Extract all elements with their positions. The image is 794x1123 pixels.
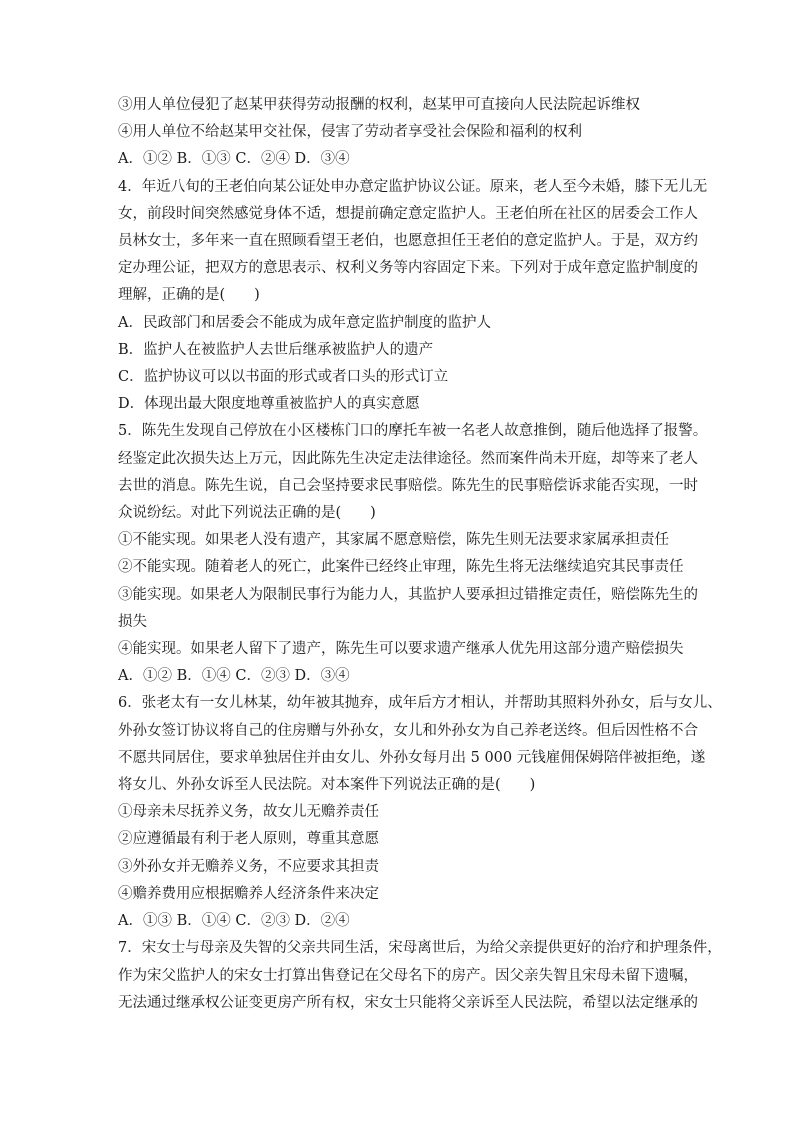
question-6-statement-2: ②应遵循最有利于老人原则，尊重其意愿 [118, 831, 379, 848]
question-5-line-3: 去世的消息。陈先生说，自己会坚持要求民事赔偿。陈先生的民事赔偿诉求能否实现，一时 [118, 477, 698, 494]
question-6-line-1: 6．张老太有一女儿林某，幼年被其抛弃，成年后方才相认，并帮助其照料外孙女，后与女儿、 [118, 695, 722, 712]
question-5-line-4: 众说纷纭。对此下列说法正确的是( ) [118, 505, 376, 522]
answer-choices-q6: A．①③ B．①④ C．②③ D．②④ [118, 913, 350, 930]
question-5-statement-3: ③能实现。如果老人为限制民事行为能力人，其监护人要承担过错推定责任，赔偿陈先生的 [118, 586, 698, 603]
question-7-line-2: 作为宋父监护人的宋女士打算出售登记在父母名下的房产。因父亲失智且宋母未留下遗嘱， [118, 967, 698, 984]
question-5-statement-2: ②不能实现。随着老人的死亡，此案件已经终止审理，陈先生将无法继续追究其民事责任 [118, 559, 684, 576]
question-4-choice-c: C．监护协议可以以书面的形式或者口头的形式订立 [118, 369, 449, 386]
question-4-line-3: 员林女士，多年来一直在照顾看望王老伯，也愿意担任王老伯的意定监护人。于是，双方约 [118, 233, 698, 250]
document-body [118, 92, 722, 1017]
question-6-line-3: 不愿共同居住，要求单独居住并由女儿、外孙女每月出 5 000 元钱雇佣保姆陪伴被拒绝，遂 [118, 749, 706, 766]
question-6-line-4: 将女儿、外孙女诉至人民法院。对本案件下列说法正确的是( ) [118, 777, 536, 794]
question-6-line-2: 外孙女签订协议将自己的住房赠与外孙女，女儿和外孙女为自己养老送终。但后因性格不合 [118, 722, 698, 739]
question-4-line-5: 理解，正确的是( ) [118, 287, 260, 304]
question-5-statement-1: ①不能实现。如果老人没有遗产，其家属不愿意赔偿，陈先生则无法要求家属承担责任 [118, 532, 669, 549]
question-5-statement-3-cont: 损失 [118, 613, 147, 630]
question-4-choice-a: A．民政部门和居委会不能成为成年意定监护制度的监护人 [118, 314, 491, 331]
question-6-statement-4: ④赡养费用应根据赡养人经济条件来决定 [118, 885, 379, 902]
question-4-line-2: 女，前段时间突然感觉身体不适，想提前确定意定监护人。王老伯所在社区的居委会工作人 [118, 205, 698, 222]
question-4-line-1: 4．年近八旬的王老伯向某公证处申办意定监护协议公证。原来，老人至今未婚，膝下无儿无 [118, 178, 708, 195]
question-7-line-3: 无法通过继承权公证变更房产所有权，宋女士只能将父亲诉至人民法院，希望以法定继承的 [118, 994, 698, 1011]
option-statement-3: ③用人单位侵犯了赵某甲获得劳动报酬的权利，赵某甲可直接向人民法院起诉维权 [118, 97, 640, 113]
answer-choices-q5: A．①② B．①④ C．②③ D．③④ [118, 668, 350, 685]
option-statement-4: ④用人单位不给赵某甲交社保，侵害了劳动者享受社会保险和福利的权利 [118, 124, 582, 141]
question-4-line-4: 定办理公证，把双方的意思表示、权利义务等内容固定下来。下列对于成年意定监护制度的 [118, 260, 698, 277]
question-5-statement-4: ④能实现。如果老人留下了遗产，陈先生可以要求遗产继承人优先用这部分遗产赔偿损失 [118, 641, 684, 658]
question-7-line-1: 7．宋女士与母亲及失智的父亲共同生活，宋母离世后，为给父亲提供更好的治疗和护理条件， [118, 940, 722, 957]
question-6-statement-1: ①母亲未尽抚养义务，故女儿无赡养责任 [118, 804, 379, 821]
question-6-statement-3: ③外孙女并无赡养义务，不应要求其担责 [118, 858, 379, 875]
question-4-choice-b: B．监护人在被监护人去世后继承被监护人的遗产 [118, 341, 434, 358]
question-4-choice-d: D．体现出最大限度地尊重被监护人的真实意愿 [118, 396, 420, 413]
question-5-line-1: 5．陈先生发现自己停放在小区楼栋门口的摩托车被一名老人故意推倒，随后他选择了报警。 [118, 423, 708, 440]
answer-choices-q3: A．①② B．①③ C．②④ D．③④ [118, 151, 350, 168]
question-5-line-2: 经鉴定此次损失达上万元，因此陈先生决定走法律途径。然而案件尚未开庭，却等来了老人 [118, 450, 698, 467]
